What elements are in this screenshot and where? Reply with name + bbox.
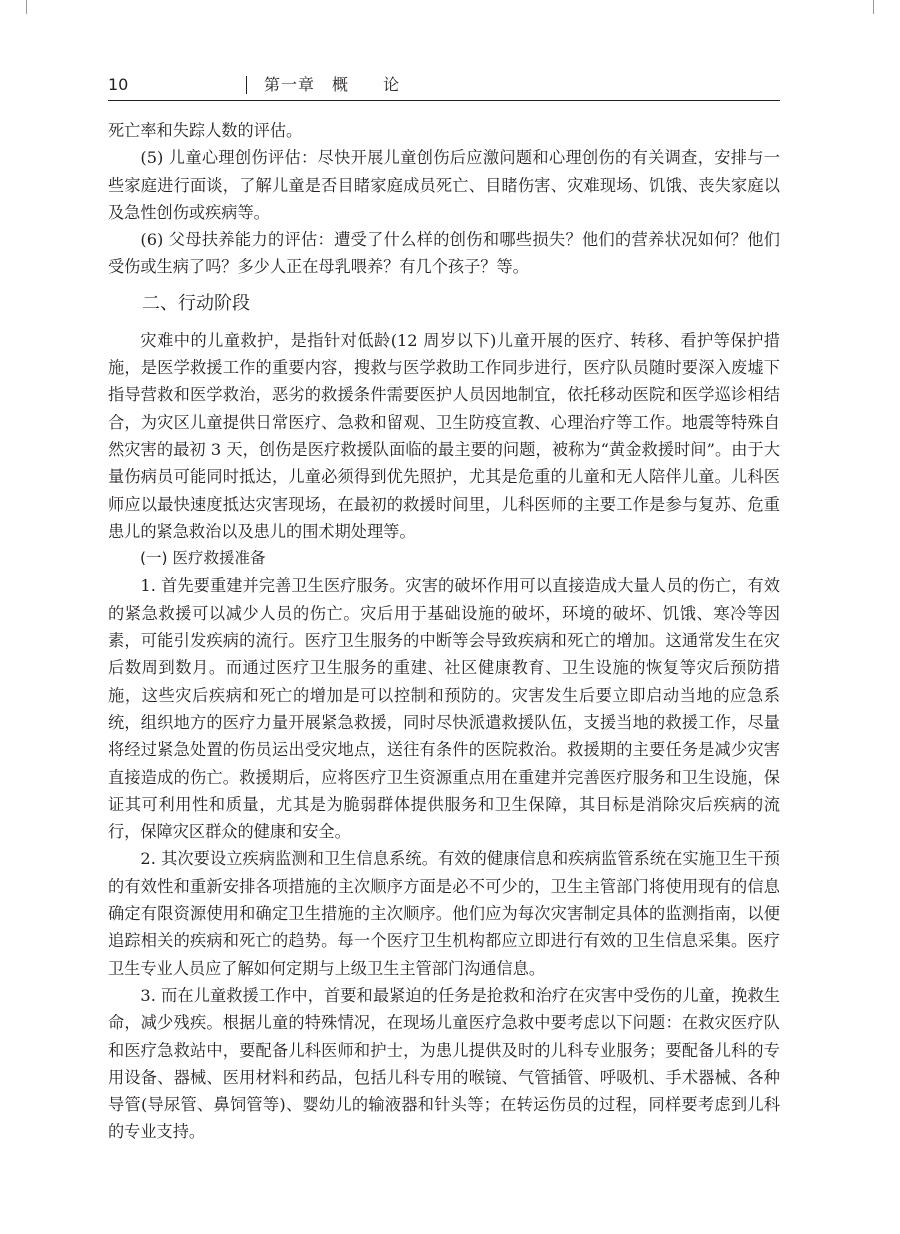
paragraph-continued: 死亡率和失踪人数的评估。 <box>108 121 303 140</box>
page-body <box>108 117 780 1146</box>
paragraph-item-5: (5) 儿童心理创伤评估：尽快开展儿童创伤后应激问题和心理创伤的有关调查，安排与一些家庭进行面谈，了解儿童是否目睹家庭成员死亡、目睹伤害、灾难现场、饥饿、丧失家庭以及急性创伤或疾病等。 <box>108 148 780 222</box>
crop-mark-right <box>873 0 874 14</box>
crop-mark-left <box>26 0 27 14</box>
header-separator <box>246 76 247 94</box>
page-header <box>108 72 780 102</box>
paragraph-item-6: (6) 父母扶养能力的评估：遭受了什么样的创伤和哪些损失？他们的营养状况如何？他们受伤或生病了吗？多少人正在母乳喂养？有几个孩子？等。 <box>108 230 780 277</box>
page-number: 10 <box>108 75 129 94</box>
paragraph-point-2: 2. 其次要设立疾病监测和卫生信息系统。有效的健康信息和疾病监管系统在实施卫生干预的有效性和重新安排各项措施的主次顺序方面是必不可少的，卫生主管部门将使用现有的信息确定有限资源使用和确定卫生措施的主次顺序。他们应为每次灾害制定具体的监测指南，以便追踪相关的疾病和死亡的趋势。每一个医疗卫生机构都应立即进行有效的卫生信息采集。医疗卫生专业人员应了解如何定期与上级卫生主管部门沟通信息。 <box>108 849 780 978</box>
paragraph-intro: 灾难中的儿童救护，是指针对低龄(12 周岁以下)儿童开展的医疗、转移、看护等保护措施，是医学救援工作的重要内容，搜救与医学救助工作同步进行，医疗队员随时要深入废墟下指导营救和医学救治，恶劣的救援条件需要医护人员因地制宜，依托移动医院和医学巡诊相结合，为灾区儿童提供日常医疗、急救和留观、卫生防疫宣教、心理治疗等工作。地震等特殊自然灾害的最初 3 天，创伤是医疗救援队面临的最主要的问题，被称为“黄金救援时间”。由于大量伤病员可能同时抵达，儿童必须得到优先照护，尤其是危重的儿童和无人陪伴儿童。儿科医师应以最快速度抵达灾害现场，在最初的救援时间里，儿科医师的主要工作是参与复苏、危重患儿的紧急救治以及患儿的围术期处理等。 <box>108 330 780 541</box>
paragraph-point-3: 3. 而在儿童救援工作中，首要和最紧迫的任务是抢救和治疗在灾害中受伤的儿童，挽救生命，减少残疾。根据儿童的特殊情况，在现场儿童医疗急救中要考虑以下问题：在救灾医疗队和医疗急救站中，要配备儿科医师和护士，为患儿提供及时的儿科专业服务；要配备儿科的专用设备、器械、医用材料和药品，包括儿科专用的喉镜、气管插管、呼吸机、手术器械、各种导管(导尿管、鼻饲管等)、婴幼儿的输液器和针头等；在转运伤员的过程，同样要考虑到儿科的专业支持。 <box>108 985 780 1142</box>
chapter-title: 第一章 概 论 <box>264 75 401 94</box>
header-rule <box>108 100 780 101</box>
section-heading: 二、行动阶段 <box>142 292 250 314</box>
subsection-heading: (一) 医疗救援准备 <box>140 549 266 568</box>
paragraph-point-1: 1. 首先要重建并完善卫生医疗服务。灾害的破坏作用可以直接造成大量人员的伤亡，有效的紧急救援可以减少人员的伤亡。灾后用于基础设施的破坏，环境的破坏、饥饿、寒冷等因素，可能引发疾病的流行。医疗卫生服务的中断等会导致疾病和死亡的增加。这通常发生在灾后数周到数月。而通过医疗卫生服务的重建、社区健康教育、卫生设施的恢复等灾后预防措施，这些灾后疾病和死亡的增加是可以控制和预防的。灾害发生后要立即启动当地的应急系统，组织地方的医疗力量开展紧急救援，同时尽快派遣救援队伍，支援当地的救援工作，尽量将经过紧急处置的伤员运出受灾地点，送往有条件的医院救治。救援期的主要任务是减少灾害直接造成的伤亡。救援期后，应将医疗卫生资源重点用在重建并完善医疗服务和卫生设施，保证其可利用性和质量，尤其是为脆弱群体提供服务和卫生保障，其目标是消除灾后疾病的流行，保障灾区群众的健康和安全。 <box>108 576 780 842</box>
